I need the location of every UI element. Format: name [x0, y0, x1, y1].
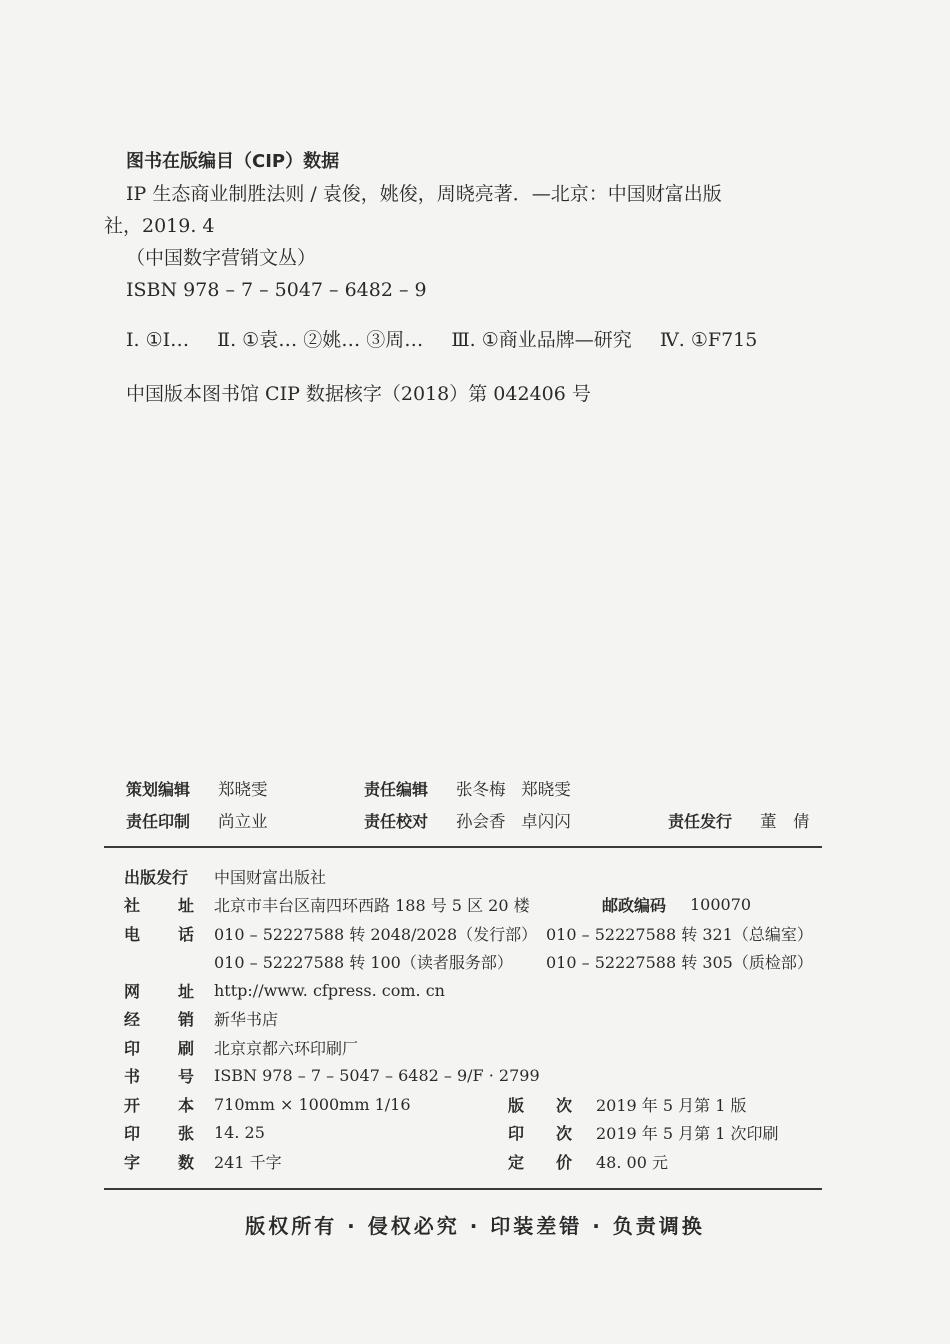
planning-editor: 郑晓雯 [218, 780, 268, 799]
cip-heading: 图书在版编目（CIP）数据 [126, 151, 340, 172]
publisher: 中国财富出版社 [214, 867, 327, 887]
format-label: 开 本 [124, 1095, 194, 1115]
address: 北京市丰台区南四环西路 188 号 5 区 20 楼 [214, 896, 530, 916]
divider-top [104, 846, 822, 848]
printing-label: 印 次 [508, 1124, 572, 1144]
phone-row [124, 948, 824, 977]
responsible-editor: 张冬梅 郑晓雯 [456, 780, 571, 799]
words-label: 字 数 [124, 1152, 194, 1172]
website-label: 网 址 [124, 981, 194, 1001]
distribution-manager-label: 责任发行 [668, 811, 733, 831]
words-row [124, 1147, 824, 1176]
divider-bottom [104, 1188, 822, 1190]
phone-reader-service: 010 – 52227588 转 100（读者服务部） [214, 953, 513, 973]
cip-publisher-line: 社，2019. 4 [104, 215, 215, 237]
distribution-manager: 董 倩 [760, 812, 810, 831]
distributor: 新华书店 [214, 1010, 279, 1030]
address-label: 社 址 [124, 896, 194, 916]
printer-row [124, 1033, 824, 1062]
planning-editor-label: 策划编辑 [126, 779, 191, 799]
cip-title-line: IP 生态商业制胜法则 / 袁俊，姚俊，周晓亮著．—北京：中国财富出版 [126, 183, 722, 205]
postcode: 100070 [690, 895, 752, 915]
staff-row [126, 772, 826, 804]
isbn-row [124, 1062, 824, 1091]
price-label: 定 价 [508, 1152, 572, 1172]
printing-manager: 尚立业 [218, 812, 268, 831]
cip-class-1: Ⅰ. ①I… [126, 329, 190, 351]
cip-block [104, 146, 834, 410]
staff-row [126, 804, 826, 836]
price: 48. 00 元 [596, 1152, 668, 1172]
phone-label: 电 话 [124, 924, 194, 944]
postcode-label: 邮政编码 [602, 896, 667, 916]
proofreader: 孙会香 卓闪闪 [456, 812, 571, 831]
sheets: 14. 25 [214, 1123, 265, 1143]
copyright-notice: 版权所有 · 侵权必究 · 印装差错 · 负责调换 [245, 1214, 705, 1238]
printer: 北京京都六环印刷厂 [214, 1038, 359, 1058]
phone-editorial: 010 – 52227588 转 321（总编室） [546, 924, 813, 944]
format-row [124, 1090, 824, 1119]
printer-label: 印 刷 [124, 1038, 194, 1058]
staff-credits [126, 772, 826, 836]
phone-sales: 010 – 52227588 转 2048/2028（发行部） [214, 924, 538, 944]
cip-class-2: Ⅱ. ①袁… ②姚… ③周… [217, 329, 424, 351]
cip-isbn: ISBN 978 – 7 – 5047 – 6482 – 9 [126, 279, 427, 301]
format: 710mm × 1000mm 1/16 [214, 1094, 411, 1114]
cip-series: （中国数字营销文丛） [126, 247, 317, 269]
publication-details [124, 862, 824, 1176]
publisher-label: 出版发行 [124, 867, 189, 887]
cip-class-4: Ⅳ. ①F715 [659, 329, 758, 351]
cip-classification [104, 324, 834, 356]
address-row [124, 891, 824, 920]
printing-manager-label: 责任印制 [126, 811, 191, 831]
sheets-label: 印 张 [124, 1124, 194, 1144]
edition-label: 版 次 [508, 1095, 572, 1115]
website: http://www. cfpress. com. cn [214, 980, 445, 1000]
phone-row [124, 919, 824, 948]
publisher-row [124, 862, 824, 891]
cip-class-3: Ⅲ. ①商业品牌—研究 [451, 329, 632, 351]
distributor-label: 经 销 [124, 1010, 194, 1030]
sheets-row [124, 1119, 824, 1148]
cip-record-number: 中国版本图书馆 CIP 数据核字（2018）第 042406 号 [126, 383, 591, 405]
printing: 2019 年 5 月第 1 次印刷 [596, 1124, 779, 1144]
proofreader-label: 责任校对 [364, 811, 429, 831]
isbn-label: 书 号 [124, 1067, 194, 1087]
isbn: ISBN 978 – 7 – 5047 – 6482 – 9/F · 2799 [214, 1066, 540, 1086]
responsible-editor-label: 责任编辑 [364, 779, 429, 799]
edition: 2019 年 5 月第 1 版 [596, 1095, 747, 1115]
phone-quality: 010 – 52227588 转 305（质检部） [546, 953, 813, 973]
website-row [124, 976, 824, 1005]
distributor-row [124, 1005, 824, 1034]
word-count: 241 千字 [214, 1152, 282, 1172]
